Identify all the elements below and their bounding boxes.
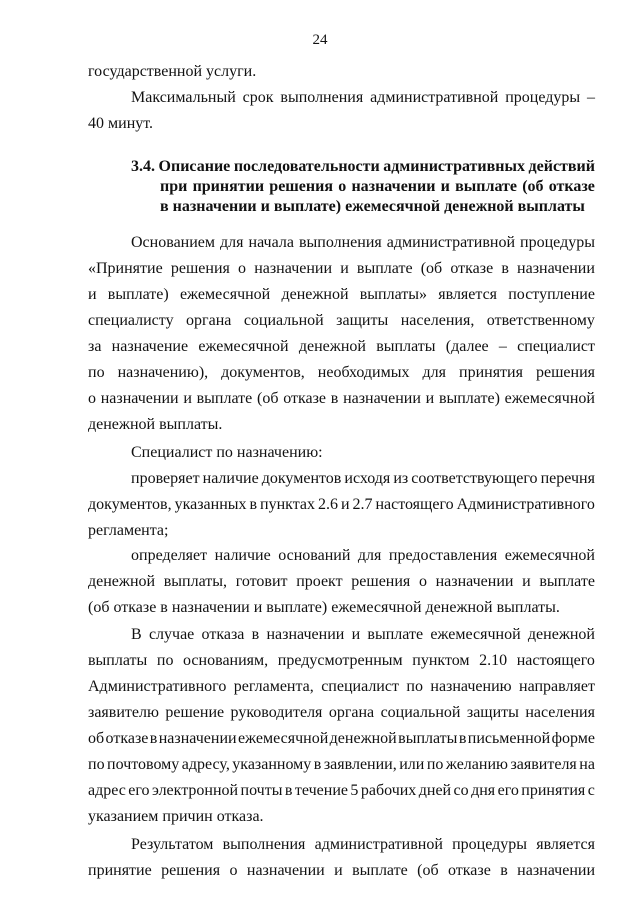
word: последовательности (233, 158, 380, 175)
word: основаниям, (183, 652, 269, 669)
word: (об (417, 862, 439, 879)
word: в (501, 260, 509, 277)
text-line: (об отказе в назначении и выплате) ежемесячной денежной выплаты. (88, 599, 560, 616)
word: Описание (158, 158, 231, 175)
word: административных (383, 158, 525, 175)
word: в (284, 782, 293, 799)
word: его (128, 782, 150, 799)
page-number: 24 (312, 32, 328, 48)
word: дня (471, 782, 496, 799)
word: и (425, 390, 435, 407)
word: (об (256, 390, 279, 407)
word: форме (551, 730, 595, 747)
word: (об (522, 178, 544, 195)
word: в (500, 862, 508, 879)
word: административной (314, 836, 443, 853)
word: срок (242, 89, 274, 106)
word: специалисту (88, 312, 174, 329)
word: процедуры (452, 836, 527, 853)
word: 2.10 (479, 652, 508, 669)
word: и (522, 573, 531, 590)
word: наличие (202, 470, 259, 487)
word: и (351, 626, 361, 643)
word: выполнения (298, 234, 382, 251)
word: наличие (214, 547, 271, 564)
text-line (88, 389, 595, 409)
word: выплате (352, 862, 408, 879)
text-line (131, 546, 595, 566)
word: денежной (88, 573, 156, 590)
text-line (88, 781, 595, 801)
text-line (88, 337, 595, 357)
word: и (340, 496, 350, 513)
word: выплаты (88, 652, 148, 669)
word: органа (186, 312, 232, 329)
word: назначении (266, 626, 345, 643)
text-line (88, 861, 595, 881)
text-line (131, 835, 595, 855)
word: ежемесячной (504, 547, 595, 564)
word: решения (351, 573, 411, 590)
word: 3.4. (131, 158, 155, 175)
word: направляет (519, 678, 595, 695)
word: административной (370, 89, 499, 106)
word: выплаты, (163, 573, 228, 590)
word: назначении (435, 573, 514, 590)
text-line (131, 625, 595, 645)
word: о (418, 573, 427, 590)
word: по (156, 652, 174, 669)
word: назначение (111, 338, 189, 355)
text-line (131, 233, 595, 253)
word: перечня (540, 470, 595, 487)
text-line (88, 755, 595, 775)
text-line (88, 572, 595, 592)
word: отказе (447, 862, 491, 879)
text-line (88, 495, 595, 515)
word: пунктах (260, 496, 315, 513)
word: по (406, 678, 423, 695)
text-line (88, 651, 595, 671)
word: выполнения (222, 836, 306, 853)
word: указанному (232, 756, 312, 773)
word: по (88, 756, 105, 773)
word: в (249, 496, 258, 513)
word: для (220, 234, 244, 251)
word: назначении (517, 862, 595, 879)
word: в (313, 756, 322, 773)
word: в (251, 626, 260, 643)
word: по (426, 756, 444, 773)
heading-line (131, 157, 595, 177)
word: для (357, 547, 382, 564)
word: и (440, 178, 450, 195)
text-line (88, 259, 595, 279)
word: выплате) (107, 286, 169, 303)
word: ежемесячной (237, 730, 329, 747)
word: об (88, 730, 105, 747)
word: определяет (131, 547, 208, 564)
word: назначении (100, 390, 179, 407)
word: 2.7 (352, 496, 373, 513)
word: настоящего (375, 496, 454, 513)
word: социальной (380, 704, 461, 721)
word: – (498, 338, 507, 355)
word: дней (418, 782, 452, 799)
word: о (88, 390, 96, 407)
text-line (131, 88, 595, 108)
word: Максимальный (131, 89, 236, 106)
word: указанных (174, 496, 247, 513)
heading-line: в назначении и выплате) ежемесячной денежной выплаты (160, 198, 585, 215)
word: для (422, 364, 446, 381)
word: о (238, 260, 247, 277)
word: в (330, 390, 339, 407)
word: течение (294, 782, 348, 799)
word: решения (161, 862, 221, 879)
word: назначению), (117, 364, 209, 381)
word: с (587, 782, 595, 799)
word: ответственному (486, 312, 595, 329)
word: оснований (278, 547, 351, 564)
heading-line (160, 177, 595, 197)
word: органа (328, 704, 375, 721)
word: денежной (329, 730, 397, 747)
word: назначении (254, 260, 333, 277)
word: руководителя (230, 704, 323, 721)
word: и (88, 286, 97, 303)
word: защиты (466, 704, 519, 721)
word: Административного (88, 678, 227, 695)
word: выплаты» (359, 286, 428, 303)
word: ежемесячной (198, 338, 289, 355)
word: в (149, 730, 158, 747)
word: назначении (158, 730, 237, 747)
word: 2.6 (317, 496, 338, 513)
word: отказе (283, 390, 327, 407)
word: специалист (517, 338, 595, 355)
text-line (88, 311, 595, 331)
word: из (393, 470, 409, 487)
word: и (183, 390, 192, 407)
word: принятия (521, 782, 586, 799)
word: выплате (196, 390, 253, 407)
word: административной (386, 234, 516, 251)
word: выполнения (280, 89, 364, 106)
word: выплате (539, 573, 595, 590)
word: (об (420, 260, 443, 277)
text-line (88, 729, 595, 749)
word: необходимых (317, 364, 410, 381)
word: денежной (527, 626, 595, 643)
word: готовит (235, 573, 288, 590)
word: денежной (298, 338, 366, 355)
word: В (131, 626, 142, 643)
word: о (229, 862, 238, 879)
word: ежемесячной (430, 626, 521, 643)
word: «Принятие (88, 260, 163, 277)
word: его (497, 782, 519, 799)
word: – (587, 89, 595, 106)
word: населения (525, 704, 595, 721)
word: назначении (343, 390, 421, 407)
text-line: указанием причин отказа. (88, 808, 264, 825)
word: проверяет (131, 470, 200, 487)
word: и (334, 862, 343, 879)
text-line (88, 363, 595, 383)
word: за (88, 338, 102, 355)
word: денежной (281, 286, 349, 303)
word: почты (240, 782, 283, 799)
word: выплате (356, 260, 413, 277)
text-line: Специалист по назначению: (131, 444, 323, 461)
word: и (340, 260, 349, 277)
word: в (458, 730, 467, 747)
word: выплате (367, 626, 424, 643)
word: соответствующего (411, 470, 538, 487)
word: назначении (246, 862, 325, 879)
word: решения (269, 178, 333, 195)
word: адресу, (181, 756, 230, 773)
word: заявителю (88, 704, 159, 721)
word: назначении (517, 260, 595, 277)
text-line: регламента; (88, 522, 169, 539)
word: процедуры (505, 89, 581, 106)
word: при (160, 178, 188, 195)
word: заявителя (510, 756, 577, 773)
word: выплате (455, 178, 517, 195)
word: населения, (400, 312, 475, 329)
word: Основанием (131, 234, 216, 251)
word: отказе (105, 730, 149, 747)
word: принятии (192, 178, 265, 195)
word: назначению (430, 678, 512, 695)
word: письменной (467, 730, 551, 747)
word: о (338, 178, 347, 195)
word: документов, (88, 496, 172, 513)
word: отказе (450, 260, 494, 277)
word: по (88, 364, 105, 381)
word: выплате) (438, 390, 500, 407)
word: исходя (344, 470, 391, 487)
text-line: государственной услуги. (88, 63, 257, 80)
word: предоставления (388, 547, 498, 564)
word: почтовому (107, 756, 180, 773)
word: является (438, 286, 498, 303)
word: случае (148, 626, 195, 643)
word: специалист (321, 678, 399, 695)
word: пунктом (412, 652, 470, 669)
word: защиты (336, 312, 389, 329)
word: со (453, 782, 469, 799)
word: заявлении, (323, 756, 397, 773)
word: выплаты (398, 730, 458, 747)
word: действий (528, 158, 595, 175)
word: адрес (88, 782, 126, 799)
word: процедуры (520, 234, 595, 251)
word: принятия (459, 364, 523, 381)
word: проект (296, 573, 343, 590)
word: настоящего (516, 652, 595, 669)
word: отказе (548, 178, 595, 195)
word: электронной (151, 782, 239, 799)
word: 5 (350, 782, 359, 799)
text-line (88, 285, 595, 305)
word: документов, (221, 364, 305, 381)
text-line: 40 минут. (88, 115, 154, 132)
word: предусмотренным (277, 652, 403, 669)
word: социальной (243, 312, 324, 329)
word: (далее (445, 338, 489, 355)
word: регламента, (233, 678, 314, 695)
word: ежемесячной (179, 286, 271, 303)
word: Результатом (131, 836, 214, 853)
word: является (536, 836, 595, 853)
text-line (88, 677, 595, 697)
word: или (399, 756, 425, 773)
text-line (88, 703, 595, 723)
word: решение (165, 704, 225, 721)
word: принятие (88, 862, 152, 879)
word: решения (535, 364, 595, 381)
word: Административного (456, 496, 595, 513)
word: отказа (201, 626, 245, 643)
word: решения (170, 260, 230, 277)
word: ежемесячной (504, 390, 595, 407)
word: назначении (351, 178, 436, 195)
word: рабочих (360, 782, 417, 799)
text-line: денежной выплаты. (88, 416, 223, 433)
text-line (131, 469, 595, 489)
word: желанию (445, 756, 508, 773)
word: поступление (508, 286, 595, 303)
word: выплаты (376, 338, 436, 355)
word: на (579, 756, 595, 773)
word: документов (261, 470, 342, 487)
word: начала (248, 234, 294, 251)
